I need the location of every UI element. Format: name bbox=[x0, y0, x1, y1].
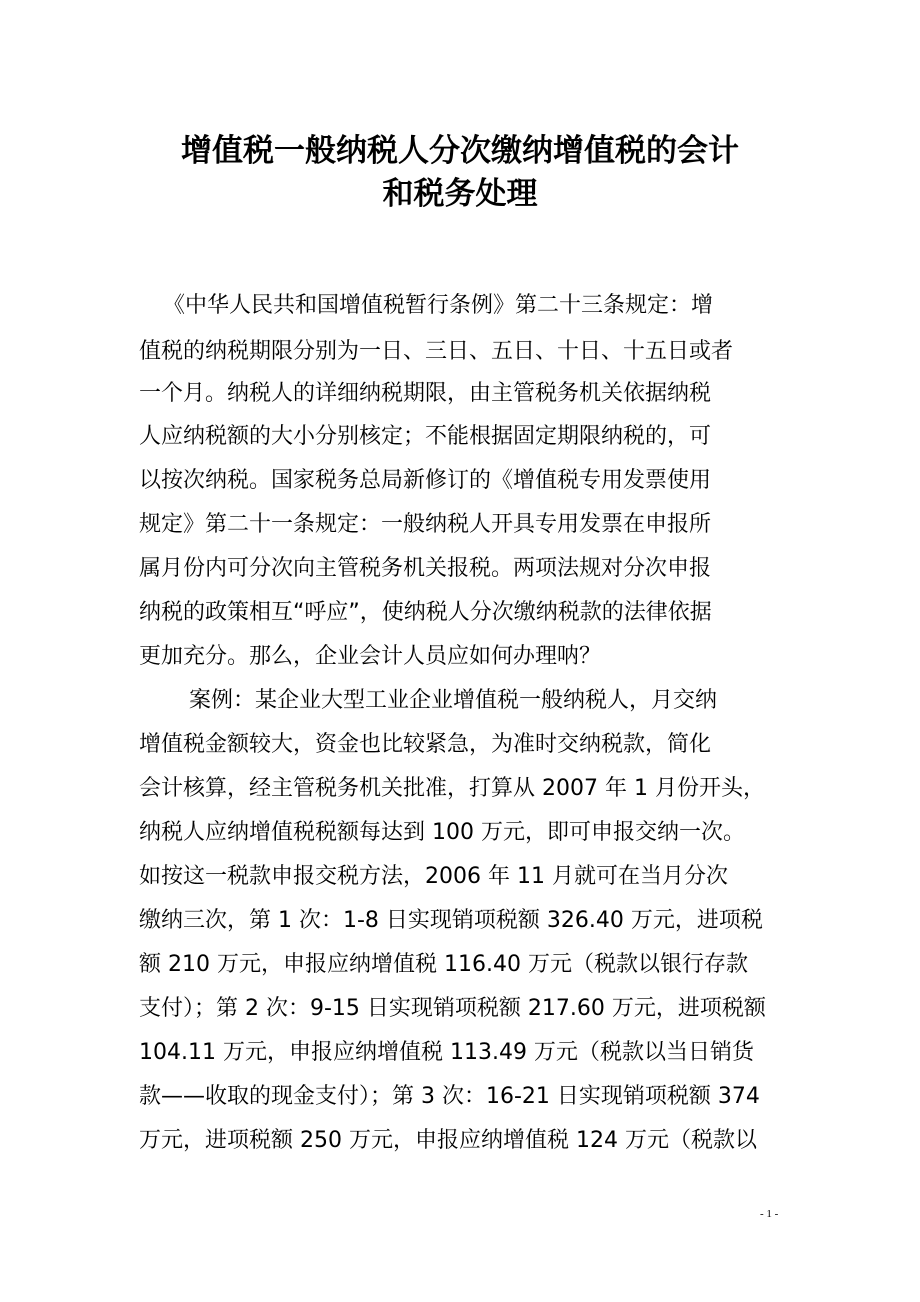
text-line: 属月份内可分次向主管税务机关报税。两项法规对分次申报 bbox=[139, 556, 712, 581]
text-line: 人应纳税额的大小分别核定；不能根据固定期限纳税的，可 bbox=[139, 424, 712, 449]
text-line: 增值税金额较大，资金也比较紧急，为准时交纳税款，简化 bbox=[139, 732, 712, 757]
text-line: 以按次纳税。国家税务总局新修订的《增值税专用发票使用 bbox=[139, 468, 712, 493]
text-line: 会计核算，经主管税务机关批准，打算从 2007 年 1 月份开头， bbox=[139, 776, 765, 801]
page-number: - 1 - bbox=[760, 1208, 779, 1220]
text-line: 值税的纳税期限分别为一日、三日、五日、十日、十五日或者 bbox=[139, 339, 734, 364]
text-line: 《中华人民共和国增值税暂行条例》第二十三条规定：增 bbox=[163, 293, 714, 318]
text-line: 案例：某企业大型工业企业增值税一般纳税人，月交纳 bbox=[189, 688, 718, 713]
title-line-2: 和税务处理 bbox=[382, 176, 538, 212]
text-line: 款——收取的现金支付）；第 3 次：16-21 日实现销项税额 374 bbox=[139, 1084, 760, 1109]
text-line: 支付）；第 2 次：9-15 日实现销项税额 217.60 万元，进项税额 bbox=[139, 996, 766, 1021]
text-line: 万元，进项税额 250 万元，申报应纳增值税 124 万元（税款以 bbox=[139, 1128, 757, 1153]
text-line: 纳税人应纳增值税税额每达到 100 万元，即可申报交纳一次。 bbox=[139, 820, 745, 845]
text-line: 一个月。纳税人的详细纳税期限，由主管税务机关依据纳税 bbox=[139, 381, 712, 406]
text-line: 更加充分。那么，企业会计人员应如何办理呐？ bbox=[139, 644, 602, 669]
title-line-1: 增值税一般纳税人分次缴纳增值税的会计 bbox=[181, 133, 739, 169]
text-line: 如按这一税款申报交税方法，2006 年 11 月就可在当月分次 bbox=[139, 864, 728, 889]
text-line: 额 210 万元，申报应纳增值税 116.40 万元（税款以银行存款 bbox=[139, 952, 748, 977]
text-line: 缴纳三次，第 1 次：1-8 日实现销项税额 326.40 万元，进项税 bbox=[139, 908, 763, 933]
text-line: 104.11 万元，申报应纳增值税 113.49 万元（税款以当日销货 bbox=[139, 1040, 754, 1065]
text-line: 规定》第二十一条规定：一般纳税人开具专用发票在申报所 bbox=[139, 512, 712, 537]
text-line: 纳税的政策相互“呼应”，使纳税人分次缴纳税款的法律依据 bbox=[139, 600, 712, 625]
